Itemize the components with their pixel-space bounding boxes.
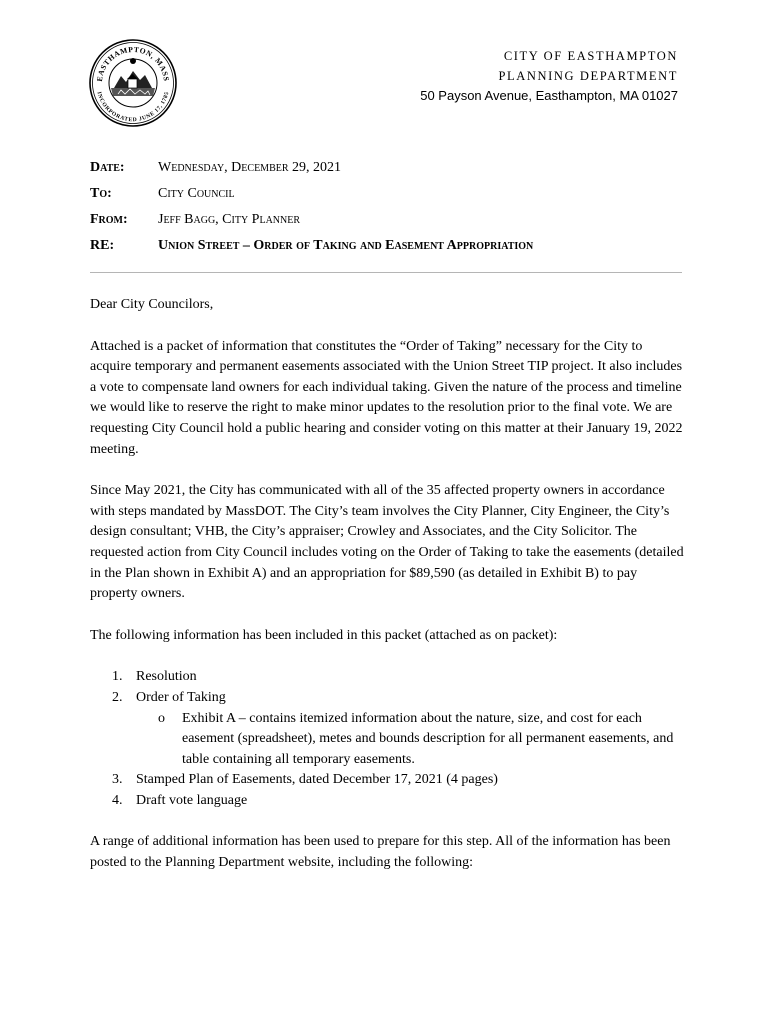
list-item-number: 3.: [112, 772, 123, 788]
header-divider: [90, 272, 682, 273]
memo-header-to-row: [90, 181, 533, 207]
seal-bottom-text: INCORPORATED JUNE 17, 1785: [95, 91, 171, 124]
memo-header-label: From:: [90, 212, 128, 227]
letterhead: [420, 46, 678, 105]
paragraph-packet-contents: The following information has been included in this packet (attached as on packet):: [90, 627, 558, 643]
paragraph-additional-info: A range of additional information has been used to prepare for this step. All of the information has been posted to the Planning Department website, including the following:: [90, 834, 671, 871]
sub-list-item: [90, 709, 685, 771]
paragraph-intro: Attached is a packet of information that constitutes the “Order of Taking” necessary for the City to acquire temporary and permanent easements associated with the Union Street TIP project. It also includes a vote to compensate land owners for each individual taking. Given the nature of the process and timeline we would like to reserve the right to make minor updates to the resolution prior to the final vote. We are requesting City Council hold a public hearing and consider voting on this matter at their January 19, 2022 meeting.: [90, 338, 683, 457]
city-seal-icon: [88, 38, 178, 128]
bullet-icon: o: [158, 710, 165, 726]
list-item: [90, 770, 685, 791]
memo-header-date-value: Wednesday, December 29, 2021: [158, 160, 342, 175]
list-item-text: Resolution: [136, 669, 197, 685]
memo-header: [90, 155, 533, 259]
list-item: [90, 688, 685, 770]
memo-header-re-row: [90, 233, 533, 259]
list-item-text: Stamped Plan of Easements, dated December 17, 2021 (4 pages): [136, 772, 498, 788]
memo-header-label: Date:: [90, 160, 125, 175]
memo-header-label: To:: [90, 186, 112, 201]
memo-header-from-row: [90, 207, 533, 233]
paragraph-background: Since May 2021, the City has communicated with all of the 35 affected property owners in accordance with steps mandated by MassDOT. The City’s team involves the City Planner, City Engineer, the City’s design consultant; VHB, the City’s appraiser; Crowley and Associates, and the City Solicitor. The requested action from City Council includes voting on the Order of Taking to take the easements (detailed in the Plan shown in Exhibit A) and an appropriation for $89,590 (as detailed in Exhibit B) to pay property owners.: [90, 483, 684, 602]
memo-header-date-row: [90, 155, 533, 181]
letterhead-address: 50 Payson Avenue, Easthampton, MA 01027: [420, 88, 678, 103]
letterhead-city: CITY OF EASTHAMPTON: [503, 49, 678, 63]
list-item-number: 4.: [112, 792, 123, 808]
letterhead-department: PLANNING DEPARTMENT: [498, 69, 678, 83]
packet-contents-list: [90, 667, 685, 811]
memo-header-subject-value: Union Street – Order of Taking and Easement Appropriation: [158, 238, 534, 253]
salutation: Dear City Councilors,: [90, 297, 214, 312]
memo-header-to-value: City Council: [158, 186, 235, 201]
list-item-number: 2.: [112, 689, 123, 705]
list-item-number: 1.: [112, 669, 123, 685]
list-item: [90, 791, 685, 812]
memo-header-from-value: Jeff Bagg, City Planner: [158, 212, 301, 227]
memo-header-label: RE:: [90, 238, 115, 253]
list-item-text: Draft vote language: [136, 792, 248, 808]
list-item-text: Order of Taking: [136, 689, 226, 705]
list-item: [90, 667, 685, 688]
sub-list: [90, 709, 685, 771]
seal-top-text: EASTHAMPTON, MASS: [94, 44, 172, 82]
sub-list-item-text: Exhibit A – contains itemized information about the nature, size, and cost for each easement (spreadsheet), metes and bounds description for all permanent easements, and table containing all temporary easements.: [182, 710, 674, 767]
memo-body: [90, 295, 685, 895]
